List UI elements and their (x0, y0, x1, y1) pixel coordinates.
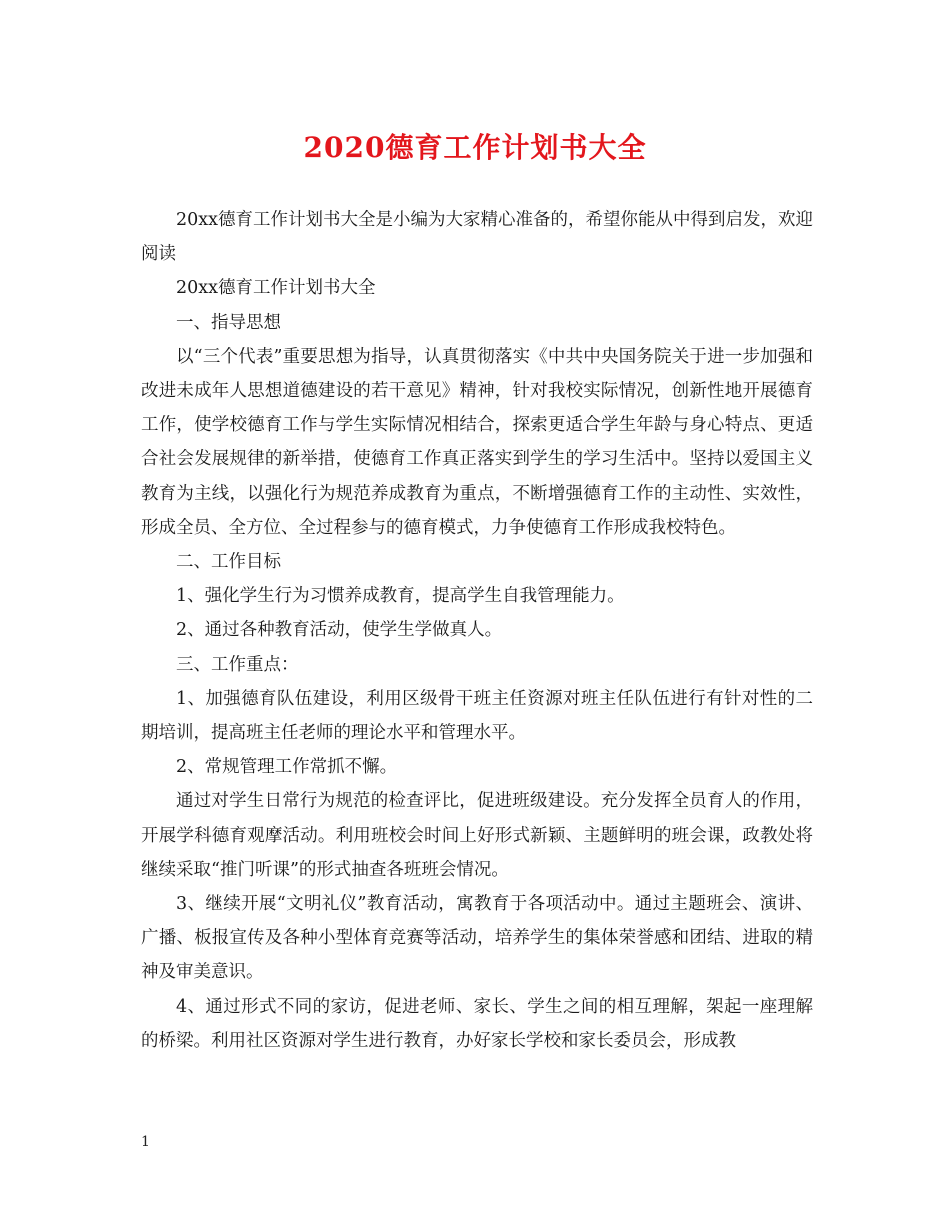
subtitle-paragraph: 20xx德育工作计划书大全 (176, 278, 376, 299)
work-goal-item-2: 2、通过各种教育活动，使学生学做真人。 (176, 620, 503, 641)
work-focus-item-3: 3、继续开展“文明礼仪”教育活动，寓教育于各项活动中。通过主题班会、演讲、广播、板报宣传及各种小型体育竞赛等活动，培养学生的集体荣誉感和团结、进取的精神及审美意识。 (141, 894, 813, 983)
intro-paragraph: 20xx德育工作计划书大全是小编为大家精心准备的，希望你能从中得到启发，欢迎阅读 (141, 210, 814, 265)
section-heading-work-goals: 二、工作目标 (176, 552, 281, 573)
guiding-ideology-paragraph: 以“三个代表”重要思想为指导，认真贯彻落实《中共中央国务院关于进一步加强和改进未成年人思想道德建设的若干意见》精神，针对我校实际情况，创新性地开展德育工作，使学校德育工作与学生实际情况相结合，探索更适合学生年龄与身心特点、更适合社会发展规律的新举措，使德育工作真正落实到学生的学习生活中。坚持以爱国主义教育为主线，以强化行为规范养成教育为重点，不断增强德育工作的主动性、实效性，形成全员、全方位、全过程参与的德育模式，力争使德育工作形成我校特色。 (141, 346, 813, 538)
document-body (141, 203, 813, 1058)
work-focus-item-2: 2、常规管理工作常抓不懈。 (176, 757, 398, 778)
section-heading-work-focus: 三、工作重点： (176, 654, 299, 675)
work-goal-item-1: 1、强化学生行为习惯养成教育，提高学生自我管理能力。 (176, 586, 625, 607)
work-focus-item-2-detail: 通过对学生日常行为规范的检查评比，促进班级建设。充分发挥全员育人的作用，开展学科德育观摩活动。利用班校会时间上好形式新颖、主题鲜明的班会课，政教处将继续采取“推门听课”的形式抽查各班班会情况。 (141, 791, 813, 880)
work-focus-item-1: 1、加强德育队伍建设，利用区级骨干班主任资源对班主任队伍进行有针对性的二期培训，提高班主任老师的理论水平和管理水平。 (141, 688, 813, 744)
page-number: 1 (141, 1134, 150, 1150)
work-focus-item-4: 4、通过形式不同的家访，促进老师、家长、学生之间的相互理解，架起一座理解的桥梁。利用社区资源对学生进行教育，办好家长学校和家长委员会，形成教 (141, 996, 813, 1051)
section-heading-guiding-ideology: 一、指导思想 (176, 312, 281, 333)
document-title: 2020德育工作计划书大全 (303, 131, 647, 164)
